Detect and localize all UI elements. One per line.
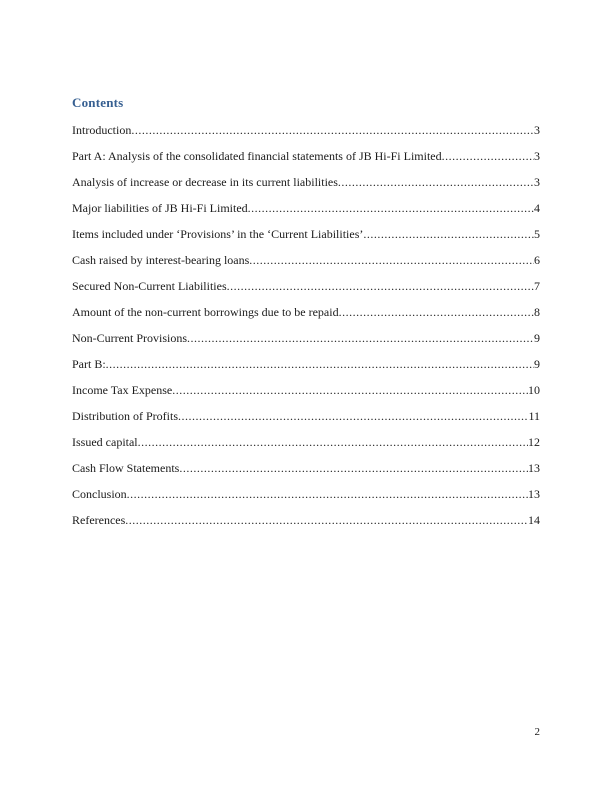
- toc-leader-dots: [248, 201, 534, 215]
- toc-entry-title: Non-Current Provisions: [72, 331, 187, 345]
- toc-leader-dots: [227, 279, 534, 293]
- contents-heading: Contents: [72, 95, 124, 110]
- toc-entry-distribution-profits[interactable]: [72, 409, 540, 423]
- toc-leader-dots: [339, 305, 534, 319]
- toc-leader-dots: [131, 123, 534, 137]
- toc-entry-page: 9: [534, 331, 540, 345]
- toc-entry-part-a[interactable]: [72, 149, 540, 163]
- toc-entry-issued-capital[interactable]: [72, 435, 540, 449]
- toc-leader-dots: [172, 383, 528, 397]
- toc-entry-page: 13: [528, 487, 540, 501]
- toc-entry-references[interactable]: [72, 513, 540, 527]
- toc-entry-income-tax[interactable]: [72, 383, 540, 397]
- toc-entry-non-current-provisions[interactable]: [72, 331, 540, 345]
- toc-entry-cash-flow-statements[interactable]: [72, 461, 540, 475]
- toc-leader-dots: [127, 487, 528, 501]
- toc-leader-dots: [338, 175, 534, 189]
- toc-leader-dots: [106, 357, 534, 371]
- toc-entry-title: Part A: Analysis of the consolidated financial statements of JB Hi-Fi Limited: [72, 149, 442, 163]
- toc-entry-items-provisions[interactable]: [72, 227, 540, 241]
- toc-entry-page: 13: [528, 461, 540, 475]
- toc-entry-page: 14: [528, 513, 540, 527]
- toc-leader-dots: [178, 409, 528, 423]
- toc-entry-conclusion[interactable]: [72, 487, 540, 501]
- toc-entry-major-liabilities[interactable]: [72, 201, 540, 215]
- toc-entry-title: Amount of the non-current borrowings due to be repaid: [72, 305, 339, 319]
- toc-entry-page: 9: [534, 357, 540, 371]
- toc-leader-dots: [138, 435, 528, 449]
- toc-entry-title: Items included under ‘Provisions’ in the ‘Current Liabilities’: [72, 227, 364, 241]
- toc-entry-page: 10: [528, 383, 540, 397]
- table-of-contents: [72, 123, 540, 527]
- toc-entry-analysis-current-liabilities[interactable]: [72, 175, 540, 189]
- toc-entry-title: Conclusion: [72, 487, 127, 501]
- toc-entry-page: 5: [534, 227, 540, 241]
- toc-entry-page: 6: [534, 253, 540, 267]
- toc-entry-title: Cash Flow Statements: [72, 461, 180, 475]
- toc-leader-dots: [442, 149, 534, 163]
- toc-entry-title: Distribution of Profits: [72, 409, 179, 423]
- toc-leader-dots: [187, 331, 534, 345]
- toc-entry-title: References: [72, 513, 126, 527]
- toc-entry-page: 8: [534, 305, 540, 319]
- toc-entry-title: Major liabilities of JB Hi-Fi Limited: [72, 201, 248, 215]
- toc-entry-page: 4: [534, 201, 540, 215]
- toc-entry-title: Issued capital: [72, 435, 138, 449]
- toc-leader-dots: [363, 227, 534, 241]
- page-footer: [535, 726, 541, 739]
- toc-leader-dots: [249, 253, 534, 267]
- page-number: 2: [534, 726, 540, 738]
- toc-entry-cash-raised-loans[interactable]: [72, 253, 540, 267]
- toc-entry-introduction[interactable]: [72, 123, 540, 137]
- toc-entry-title: Income Tax Expense: [72, 383, 173, 397]
- toc-leader-dots: [179, 461, 528, 475]
- toc-leader-dots: [125, 513, 528, 527]
- toc-entry-page: 7: [534, 279, 540, 293]
- toc-entry-page: 3: [534, 175, 540, 189]
- toc-entry-title: Analysis of increase or decrease in its current liabilities: [72, 175, 338, 189]
- toc-entry-part-b[interactable]: [72, 357, 540, 371]
- toc-entry-title: Secured Non-Current Liabilities: [72, 279, 227, 293]
- toc-entry-amount-borrowings[interactable]: [72, 305, 540, 319]
- toc-entry-title: Introduction: [72, 123, 132, 137]
- toc-entry-page: 3: [534, 149, 540, 163]
- toc-entry-page: 3: [534, 123, 540, 137]
- toc-entry-title: Cash raised by interest-bearing loans: [72, 253, 250, 267]
- toc-entry-page: 11: [528, 409, 540, 423]
- toc-entry-page: 12: [528, 435, 540, 449]
- toc-entry-secured-non-current[interactable]: [72, 279, 540, 293]
- toc-entry-title: Part B:: [72, 357, 106, 371]
